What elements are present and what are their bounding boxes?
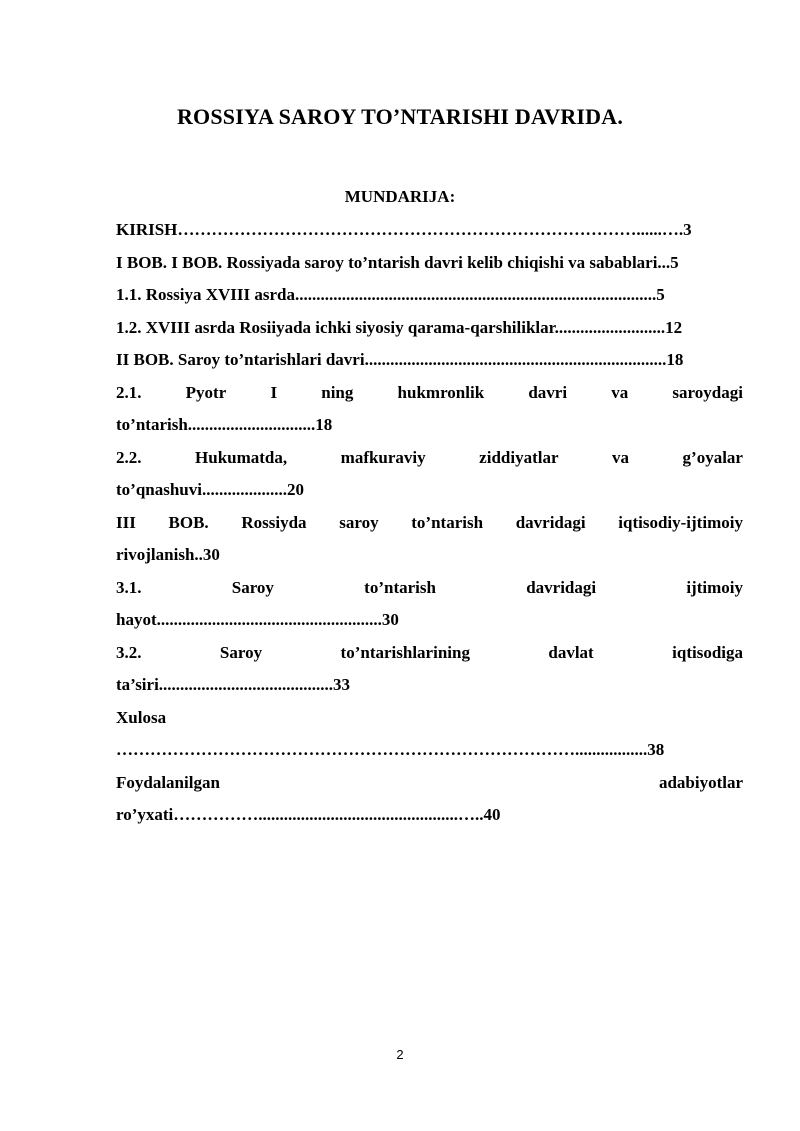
toc-entry-xulosa: Xulosa bbox=[116, 707, 167, 727]
toc-entry-1-2: 1.2. XVIII asrda Rosiiyada ichki siyosiy qarama-qarshiliklar..........................12 bbox=[116, 317, 683, 337]
toc-word: hukmronlik bbox=[397, 382, 485, 402]
toc-entry-2-2 bbox=[116, 442, 743, 475]
toc-word: to’ntarishlarining bbox=[340, 642, 470, 662]
toc-entry-3-2-cont: ta’siri.........................................33 bbox=[116, 675, 351, 694]
toc-word: to’ntarish bbox=[364, 577, 436, 597]
toc-word: Saroy bbox=[219, 642, 263, 662]
toc-word: 3.1. bbox=[116, 577, 142, 597]
toc-word: I bbox=[270, 382, 278, 402]
toc-entry-3-2 bbox=[116, 637, 743, 670]
toc-word: 3.2. bbox=[116, 642, 142, 662]
toc-word: Rossiyda bbox=[241, 512, 307, 532]
toc-entry-xulosa-cont: ……………………………………………………………………….................38 bbox=[116, 740, 665, 759]
toc-word: davlat bbox=[548, 642, 594, 662]
toc-entry-3-1 bbox=[116, 572, 743, 605]
toc-entry-3-1-cont: hayot.....................................................30 bbox=[116, 610, 399, 629]
toc-word: Hukumatda, bbox=[195, 447, 288, 467]
toc-word: adabiyotlar bbox=[658, 772, 743, 792]
toc-entry-kirish: KIRISH………………………………………………………………………......….3 bbox=[116, 220, 692, 239]
toc-entry-foydalanilgan-cont: ro’yxati……………...............................................…..40 bbox=[116, 805, 501, 824]
toc-entry-2-2-cont: to’qnashuvi....................20 bbox=[116, 480, 304, 499]
toc-word: mafkuraviy bbox=[340, 447, 426, 467]
toc-word: 2.2. bbox=[116, 447, 142, 467]
toc-word: iqtisodiy-ijtimoiy bbox=[618, 512, 743, 532]
toc-heading: MUNDARIJA: bbox=[344, 187, 456, 206]
toc-entry-bob1: I BOB. I BOB. Rossiyada saroy to’ntarish davri kelib chiqishi va sabablari...5 bbox=[116, 252, 679, 272]
toc-word: davridagi bbox=[515, 512, 586, 532]
toc-entry-bob3 bbox=[116, 507, 743, 540]
toc-word: Saroy bbox=[231, 577, 274, 597]
toc-word: davridagi bbox=[526, 577, 597, 597]
toc-word: ning bbox=[321, 382, 354, 402]
toc-word: davri bbox=[528, 382, 568, 402]
toc-word: Pyotr bbox=[185, 382, 227, 402]
toc-word: BOB. bbox=[168, 512, 209, 532]
document-title: ROSSIYA SAROY TO’NTARISHI DAVRIDA. bbox=[176, 104, 624, 129]
toc-word: g’oyalar bbox=[682, 447, 743, 467]
toc-word: to’ntarish bbox=[411, 512, 484, 532]
toc-word: 2.1. bbox=[116, 382, 142, 402]
toc-entry-bob3-cont: rivojlanish..30 bbox=[116, 545, 220, 564]
toc-word: Foydalanilgan bbox=[116, 772, 220, 792]
toc-entry-foydalanilgan bbox=[116, 767, 743, 800]
toc-word: III bbox=[116, 512, 136, 532]
toc-word: va bbox=[612, 447, 630, 467]
toc-word: va bbox=[611, 382, 629, 402]
toc-word: iqtisodiga bbox=[672, 642, 743, 662]
page-number: 2 bbox=[396, 1047, 404, 1062]
toc-word: saroy bbox=[339, 512, 379, 532]
toc-word: ijtimoiy bbox=[686, 577, 743, 597]
toc-word: saroydagi bbox=[672, 382, 743, 402]
toc-entry-2-1 bbox=[116, 377, 743, 410]
toc-entry-2-1-cont: to’ntarish..............................18 bbox=[116, 415, 333, 434]
toc-word: ziddiyatlar bbox=[479, 447, 559, 467]
toc-entry-1-1: 1.1. Rossiya XVIII asrda.....................................................................................5 bbox=[116, 285, 665, 304]
toc-entry-bob2: II BOB. Saroy to’ntarishlari davri.......................................................................18 bbox=[116, 350, 684, 369]
table-of-contents bbox=[116, 214, 743, 832]
